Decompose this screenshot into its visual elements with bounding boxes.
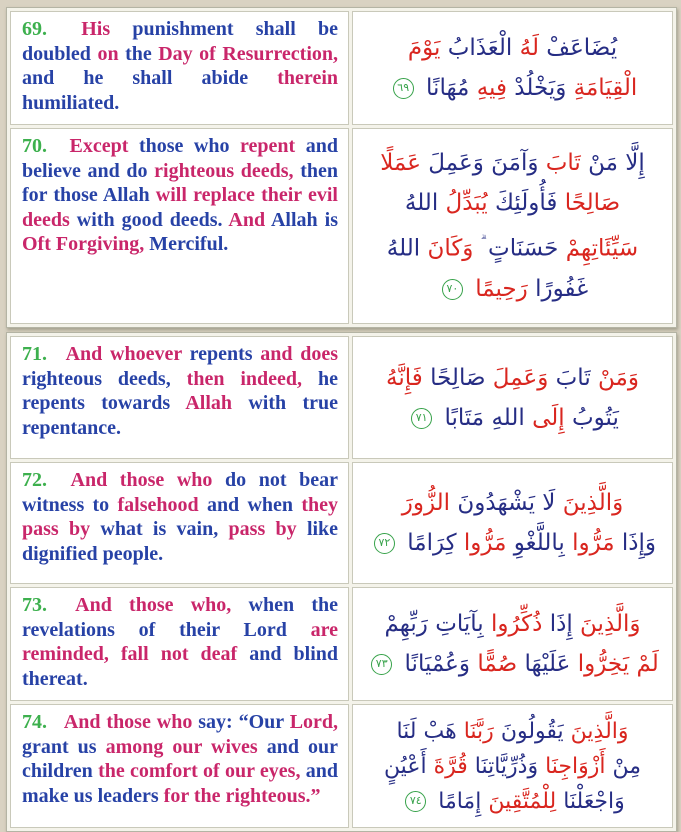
english-cell: [10, 587, 349, 701]
english-cell: [10, 336, 349, 459]
arabic-line: [363, 523, 662, 563]
ayah-end-marker: ٧٣: [371, 654, 392, 675]
arabic-line: [363, 714, 662, 749]
quran-verse-tables: [6, 7, 675, 832]
ayah-end-marker: ٧٠: [442, 279, 463, 300]
arabic-word: يَتُوبُ: [571, 404, 619, 431]
text-run: for the righteous.”: [163, 784, 321, 807]
arabic-word: إِمَامًا: [438, 788, 482, 814]
arabic-line: [363, 183, 662, 223]
arabic-word: ذُكِّرُوا: [490, 611, 543, 637]
arabic-word: الزُّورَ: [401, 490, 451, 516]
verse-row: [10, 704, 673, 828]
arabic-word: يُبَدِّلُ: [445, 190, 488, 217]
verse-row: [10, 128, 673, 324]
arabic-cell: [352, 704, 673, 828]
english-cell: [10, 462, 349, 584]
arabic-word: اللهِ: [491, 404, 525, 431]
verse-number: 71.: [22, 343, 47, 365]
arabic-word: وَالَّذِينَ: [562, 490, 624, 516]
text-run: with good deeds.: [76, 208, 223, 231]
arabic-word: مِنْ: [612, 753, 642, 779]
text-run: the comfort of our eyes,: [98, 760, 301, 782]
arabic-word: صَالِحًا: [430, 364, 486, 391]
text-run: they pass by: [22, 493, 339, 540]
text-run: Day of Resurrection,: [158, 42, 339, 65]
arabic-word: وَكَانَ: [427, 235, 474, 262]
text-run: like dignified people.: [22, 518, 339, 565]
arabic-word: غَفُورًا: [535, 275, 589, 302]
verse-number: 72.: [22, 469, 47, 491]
arabic-word: إِذَا: [549, 611, 573, 637]
arabic-word: لِلْمُتَّقِينَ: [488, 788, 557, 814]
arabic-cell: [352, 587, 673, 701]
text-run: punishment shall be doubled: [22, 18, 339, 65]
arabic-line: [363, 784, 662, 819]
arabic-line: [363, 483, 662, 523]
verse-row: [10, 587, 673, 701]
text-run: Except: [69, 135, 129, 157]
arabic-word: صَالِحًا: [564, 190, 621, 217]
arabic-word: مَتَابًا: [444, 404, 485, 431]
arabic-word: بِاللَّغْوِ: [513, 530, 565, 556]
text-run: and he shall abide: [22, 67, 249, 89]
text-run: grant us: [22, 735, 97, 758]
arabic-word: إِلَى: [532, 404, 565, 431]
text-run: righteous deeds,: [22, 367, 171, 390]
arabic-word: سَيِّئَاتِهِمْ: [565, 235, 639, 262]
arabic-word: مُهَانًا: [426, 75, 470, 101]
text-run: when the revelations of their Lord: [22, 594, 339, 641]
english-cell: [10, 704, 349, 828]
text-run: say: “Our: [198, 711, 284, 733]
text-run: and blind thereat.: [22, 643, 339, 690]
ayah-end-marker: ٧٢: [374, 533, 395, 554]
text-run: then for those Allah: [22, 159, 338, 206]
text-run: Allah is: [270, 208, 338, 231]
text-run: Merciful.: [149, 233, 229, 255]
arabic-word: رَبِّهِمْ: [384, 611, 428, 637]
text-run: and does: [260, 343, 339, 365]
text-run: what is vain,: [100, 518, 219, 540]
text-run: do not bear witness to: [22, 469, 338, 516]
text-run: And those who: [70, 469, 213, 491]
arabic-cell: [352, 462, 673, 584]
text-run: he repents towards: [22, 367, 338, 414]
verse-number: 69.: [22, 18, 47, 40]
text-run: repent: [240, 135, 296, 157]
arabic-word: أَزْوَاجِنَا: [545, 753, 606, 779]
arabic-word: لَهُ: [519, 35, 539, 61]
arabic-word: مَرُّوا: [572, 530, 615, 556]
text-run: And whoever: [65, 343, 182, 365]
text-run: And those who,: [75, 594, 232, 616]
ayah-end-marker: ٧١: [411, 408, 432, 429]
arabic-word: وَمَنْ: [598, 364, 639, 391]
arabic-line: [363, 223, 662, 269]
arabic-word: الْقِيَامَةِ: [573, 75, 638, 101]
arabic-word: اللهُ: [404, 190, 439, 217]
arabic-word: هَبْ لَنَا: [396, 718, 457, 744]
arabic-word: وَاجْعَلْنَا: [563, 788, 625, 814]
verse-table: [6, 332, 677, 832]
arabic-word: وَالَّذِينَ: [580, 611, 641, 637]
text-run: And those who: [63, 711, 193, 733]
arabic-word: لَمْ يَخِرُّوا: [577, 651, 659, 677]
text-run: those who: [138, 135, 230, 157]
text-run: and make us leaders: [22, 760, 339, 807]
text-run: repents: [189, 343, 253, 365]
verse-row: [10, 336, 673, 459]
arabic-word: كِرَامًا: [407, 530, 457, 556]
text-run: and when: [206, 493, 294, 516]
text-run: with true repentance.: [22, 392, 338, 439]
arabic-word: وَعَمِلَ: [428, 150, 484, 177]
text-run: on: [97, 42, 119, 65]
verse-number: 73.: [22, 594, 47, 616]
english-cell: [10, 11, 349, 125]
arabic-cell: [352, 11, 673, 125]
text-run: the: [125, 42, 152, 65]
arabic-word: صُمًّا: [477, 651, 518, 677]
text-run: humiliated.: [22, 91, 120, 114]
arabic-line: [363, 358, 662, 398]
arabic-word: لَا يَشْهَدُونَ: [457, 490, 556, 516]
english-cell: [10, 128, 349, 324]
arabic-line: [363, 398, 662, 438]
arabic-line: [363, 68, 662, 108]
text-run: Oft Forgiving,: [22, 233, 145, 255]
arabic-word: وَعَمِلَ: [492, 364, 549, 391]
ayah-end-marker: ٧٤: [405, 791, 426, 812]
arabic-word: وَيَخْلُدْ: [514, 75, 567, 101]
arabic-cell: [352, 336, 673, 459]
arabic-word: إِلَّا مَنْ: [588, 150, 645, 177]
text-run: Lord,: [289, 711, 339, 733]
arabic-line: [363, 28, 662, 68]
arabic-word: أَعْيُنٍ: [383, 753, 427, 779]
text-run: falsehood: [117, 493, 199, 516]
text-run: His: [81, 18, 111, 40]
text-run: and our children: [22, 735, 338, 782]
text-run: are reminded, fall not deaf: [22, 618, 339, 665]
arabic-word: اللهُ: [386, 235, 421, 262]
verse-row: [10, 11, 673, 125]
arabic-word: يَقُولُونَ: [500, 718, 564, 744]
verse-row: [10, 462, 673, 584]
arabic-word: تَابَ: [555, 364, 591, 391]
text-run: righteous deeds,: [154, 159, 294, 182]
arabic-line: [363, 604, 662, 644]
arabic-word: رَحِيمًا: [475, 275, 528, 302]
arabic-word: حَسَنَاتٍ: [488, 235, 559, 262]
arabic-line: [363, 644, 662, 684]
arabic-word: رَبَّنَا: [463, 718, 494, 744]
arabic-line: [363, 143, 662, 183]
arabic-word: وَعُمْيَانًا: [404, 651, 471, 677]
verse-number: 70.: [22, 135, 47, 157]
arabic-word: وَذُرِّيَّاتِنَا: [474, 753, 539, 779]
ayah-end-marker: ٦٩: [393, 78, 414, 99]
text-run: then indeed,: [186, 367, 303, 390]
text-run: pass by: [228, 518, 297, 540]
verse-number: 74.: [22, 711, 47, 733]
arabic-line: [363, 269, 662, 309]
arabic-word: الْعَذَابُ: [447, 35, 513, 61]
arabic-word: فَأُولَئِكَ: [494, 190, 558, 217]
verse-table: [6, 7, 677, 328]
arabic-word: فِيهِ: [476, 75, 507, 101]
arabic-word: عَلَيْهَا: [524, 651, 571, 677]
arabic-cell: [352, 128, 673, 324]
arabic-word: عَمَلًا: [380, 150, 421, 177]
text-run: And: [228, 208, 266, 231]
arabic-line: [363, 749, 662, 784]
arabic-word: تَابَ: [545, 150, 581, 177]
arabic-word: وَآمَنَ: [491, 150, 539, 177]
text-run: will replace their evil deeds: [22, 184, 338, 231]
text-run: Allah: [185, 392, 233, 414]
text-run: among our wives: [105, 735, 258, 758]
arabic-word: بِآيَاتِ: [435, 611, 484, 637]
arabic-word: يَوْمَ: [407, 35, 441, 61]
text-run: therein: [277, 67, 338, 89]
arabic-word: وَالَّذِينَ: [570, 718, 629, 744]
arabic-word: يُضَاعَفْ: [546, 35, 618, 61]
arabic-word: فَإِنَّهُ: [386, 364, 423, 391]
arabic-word: وَإِذَا: [621, 530, 657, 556]
arabic-word: قُرَّةَ: [433, 753, 468, 779]
text-run: and believe and do: [22, 135, 338, 182]
arabic-word: مَرُّوا: [463, 530, 507, 556]
